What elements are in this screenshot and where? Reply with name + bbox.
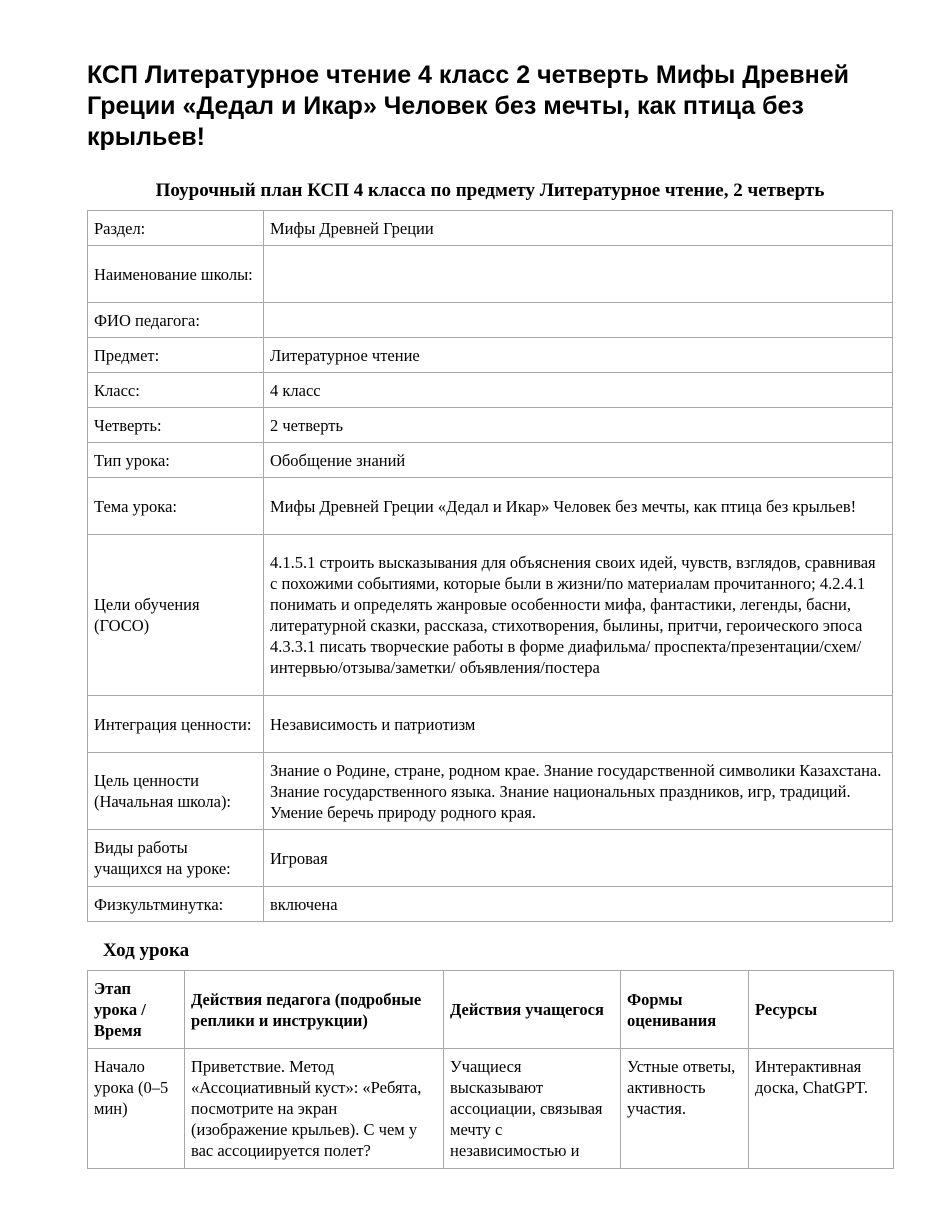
info-label: Тип урока:	[88, 443, 264, 478]
info-label: Интеграция ценности:	[88, 696, 264, 753]
info-label: ФИО педагога:	[88, 303, 264, 338]
lesson-row	[88, 1049, 894, 1169]
plan-heading: Поурочный план КСП 4 класса по предмету Литературное чтение, 2 четверть	[155, 180, 825, 201]
info-row	[88, 887, 893, 922]
info-value: Знание о Родине, стране, родном крае. Знание государственной символики Казахстана. Знание государственного языка. Знание национальных праздников, игр, традиций. Умение беречь природу родного края.	[264, 753, 893, 830]
lesson-progress-table	[87, 970, 894, 1169]
lesson-cell: Учащиеся высказывают ассоциации, связывая мечту с независимостью и	[444, 1049, 621, 1169]
info-row	[88, 373, 893, 408]
info-value: Независимость и патриотизм	[264, 696, 893, 753]
info-row	[88, 753, 893, 830]
info-row	[88, 246, 893, 303]
info-value	[264, 246, 893, 303]
lesson-cell: Интерактивная доска, ChatGPT.	[749, 1049, 894, 1169]
info-label: Цель ценности (Начальная школа):	[88, 753, 264, 830]
info-label: Тема урока:	[88, 478, 264, 535]
info-value	[264, 303, 893, 338]
info-row	[88, 830, 893, 887]
info-row	[88, 408, 893, 443]
info-value: 4.1.5.1 строить высказывания для объяснения своих идей, чувств, взглядов, сравнивая с похожими событиями, которые были в жизни/по материалам прочитанного; 4.2.4.1 понимать и определять жанровые особенности мифа, фантастики, легенды, басни, литературной сказки, рассказа, стихотворения, былины, притчи, героического эпоса 4.3.3.1 писать творческие работы в форме диафильма/ проспекта/презентации/схем/интервью/отзыва/заметки/ объявления/постера	[264, 535, 893, 696]
info-row	[88, 211, 893, 246]
info-value: Игровая	[264, 830, 893, 887]
info-label: Четверть:	[88, 408, 264, 443]
lesson-cell: Приветствие. Метод «Ассоциативный куст»: «Ребята, посмотрите на экран (изображение крыльев). С чем у вас ассоциируется полет?	[185, 1049, 444, 1169]
info-row	[88, 303, 893, 338]
lesson-table-header-row	[88, 971, 894, 1049]
info-label: Цели обучения (ГОСО)	[88, 535, 264, 696]
lesson-cell: Начало урока (0–5 мин)	[88, 1049, 185, 1169]
lesson-cell: Устные ответы, активность участия.	[621, 1049, 749, 1169]
info-label: Виды работы учащихся на уроке:	[88, 830, 264, 887]
info-row	[88, 535, 893, 696]
info-value: 2 четверть	[264, 408, 893, 443]
lesson-column-header: Ресурсы	[749, 971, 894, 1049]
info-value: Обобщение знаний	[264, 443, 893, 478]
lesson-column-header: Формы оценивания	[621, 971, 749, 1049]
lesson-column-header: Действия педагога (подробные реплики и инструкции)	[185, 971, 444, 1049]
info-label: Класс:	[88, 373, 264, 408]
lesson-column-header: Действия учащегося	[444, 971, 621, 1049]
info-value: включена	[264, 887, 893, 922]
lesson-info-table	[87, 210, 893, 922]
info-value: Мифы Древней Греции	[264, 211, 893, 246]
lesson-column-header: Этап урока / Время	[88, 971, 185, 1049]
info-row	[88, 696, 893, 753]
info-value: Литературное чтение	[264, 338, 893, 373]
info-row	[88, 443, 893, 478]
info-row	[88, 338, 893, 373]
info-row	[88, 478, 893, 535]
lesson-progress-heading: Ход урока	[103, 940, 190, 961]
info-label: Физкультминутка:	[88, 887, 264, 922]
info-label: Раздел:	[88, 211, 264, 246]
document-title: КСП Литературное чтение 4 класс 2 четверть Мифы Древней Греции «Дедал и Икар» Человек без мечты, как птица без крыльев!	[87, 61, 849, 151]
info-value: Мифы Древней Греции «Дедал и Икар» Человек без мечты, как птица без крыльев!	[264, 478, 893, 535]
info-value: 4 класс	[264, 373, 893, 408]
info-label: Предмет:	[88, 338, 264, 373]
info-label: Наименование школы:	[88, 246, 264, 303]
